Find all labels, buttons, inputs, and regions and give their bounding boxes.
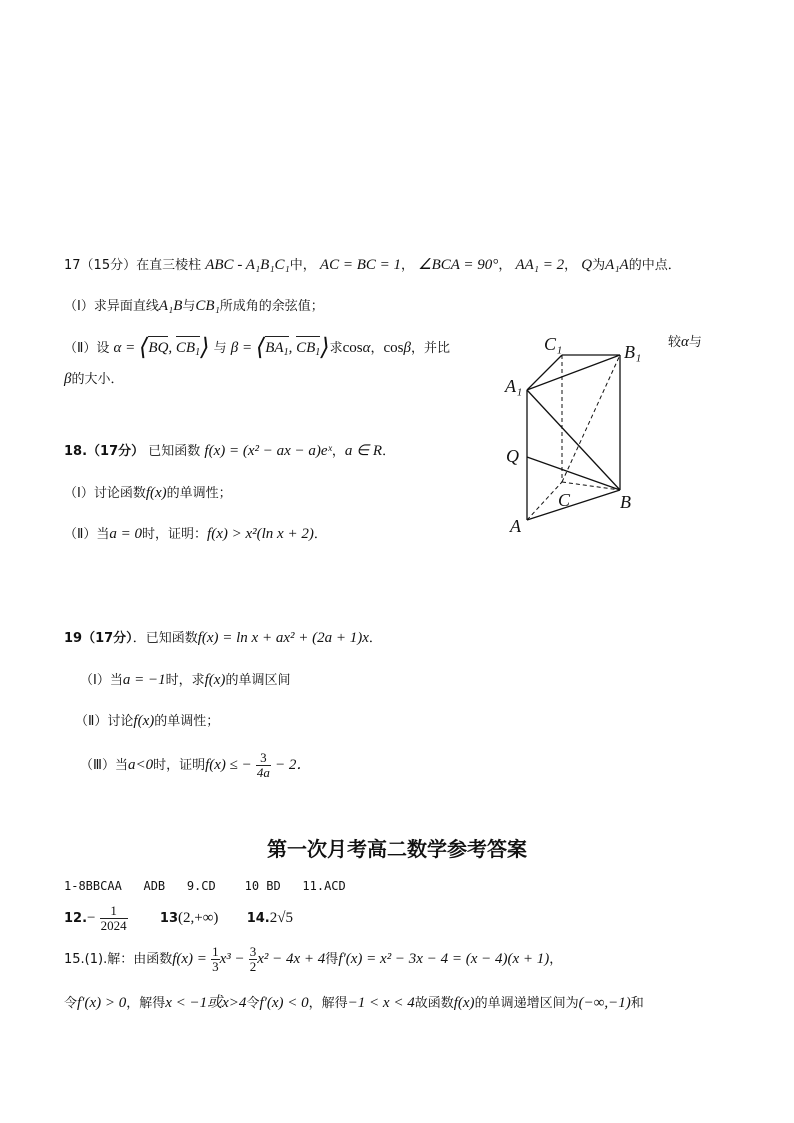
- label-b1: B₁: [624, 342, 642, 362]
- q19-p3-cond: a<0: [127, 757, 154, 773]
- a12-den: 2024: [100, 918, 127, 933]
- q17-part2-side: [668, 333, 702, 352]
- q17-mid: 中，: [289, 258, 316, 273]
- a15-l2-m: 和: [630, 996, 644, 1011]
- q18-sep: ，: [331, 444, 345, 459]
- a14-label: 14.: [246, 911, 270, 926]
- a12-label: 12.: [64, 911, 88, 926]
- a15-l2-k: 的单调递增区间为: [474, 996, 579, 1011]
- q18-line1: [64, 442, 395, 461]
- answers-12-14: [64, 903, 293, 934]
- label-a: A: [510, 516, 521, 536]
- a15-frac2: $\frac{3}{2}$: [249, 944, 257, 974]
- q19-score: （17分）: [82, 631, 133, 646]
- a15-l2-e: 令: [246, 996, 260, 1011]
- q19-p3-fraction: [256, 751, 271, 780]
- q18-p2: （Ⅱ）当: [64, 527, 110, 542]
- segment-a1b: [527, 390, 620, 490]
- q18-score: （17分）: [87, 444, 145, 459]
- a15-l2-i: 故函数: [414, 996, 454, 1011]
- answers-mc: 1-8BBCAA ADB 9.CD 10 BD 11.ACD: [64, 879, 346, 893]
- a13-value: (2,+∞): [178, 910, 219, 926]
- q17-p2-b: 与: [213, 341, 227, 356]
- a15-l2-c: ，解得: [126, 996, 166, 1011]
- q19-func: f(x) = ln x + ax² + (2a + 1)x: [197, 630, 369, 646]
- answers-15-line1: [64, 944, 562, 975]
- label-q: Q: [506, 446, 519, 466]
- q18-cond: a ∈ R: [344, 443, 383, 459]
- q17-p1-line2: CB₁: [195, 298, 220, 314]
- beta-expr: $\beta = ⟨BA_1$, $CB_1⟩$: [230, 333, 330, 361]
- q19-line1: [64, 629, 382, 648]
- alpha-sym: α: [681, 334, 689, 350]
- q18-p2-ineq: f(x) > x²(ln x + 2): [207, 526, 314, 542]
- a15-f: f(x) =: [172, 951, 207, 967]
- q19-p2-f: f(x): [133, 713, 155, 729]
- beta-sym: β: [64, 371, 72, 387]
- a15-end: ，: [549, 952, 563, 967]
- q19-p1-end: 的单调区间: [225, 673, 291, 688]
- q17-p1-c: 所成角的余弦值；: [219, 299, 324, 314]
- a15-head: 15.(1).解：由函数: [64, 952, 173, 967]
- q19-p3-den: 4a: [256, 765, 270, 780]
- q17-sep1: ，: [401, 258, 415, 273]
- q19-p3-num: 3: [256, 751, 271, 766]
- q19-p2-end: 的单调性；: [154, 714, 220, 729]
- label-a1: A₁: [505, 376, 523, 396]
- cos-alpha: cosα: [342, 340, 371, 356]
- q18-p2-m: 时，证明：: [142, 527, 208, 542]
- edge-a1c1: [527, 355, 562, 390]
- q18-p1-f: f(x): [145, 485, 167, 501]
- a15-f-tail2: x² − 4x + 4: [257, 951, 326, 967]
- answers-15-line2: [64, 994, 644, 1013]
- q19-p1-f: f(x): [204, 672, 226, 688]
- q17-part2-cont: [64, 370, 124, 389]
- q17-head: 17（15分）在直三棱柱: [64, 258, 202, 273]
- q17-q-point: Q: [581, 257, 593, 273]
- q19-end: ．: [368, 631, 382, 646]
- q17-sep2: ，: [498, 258, 512, 273]
- q17-p1-a: （Ⅰ）求异面直线: [64, 299, 159, 314]
- q18-end: ．: [382, 444, 396, 459]
- a15-l2-j: f(x): [453, 995, 475, 1011]
- q19-p1-m: 时，求: [165, 673, 205, 688]
- q18-p1: （Ⅰ）讨论函数: [64, 486, 146, 501]
- a15-l2-l: (−∞,−1): [578, 995, 631, 1011]
- q17-p2-side2: 与: [688, 335, 702, 350]
- q17-q-tail1: 为: [592, 258, 606, 273]
- q18-part1: [64, 484, 232, 503]
- q17-part2: [64, 333, 451, 362]
- a12-fraction: [100, 904, 128, 933]
- q19-p3: （Ⅲ）当: [80, 758, 128, 773]
- q19-p1-cond: a = −1: [122, 672, 166, 688]
- edge-ab: [527, 490, 620, 520]
- q17-p2-e: ，并比: [411, 341, 451, 356]
- q17-p2-side: 较: [668, 335, 682, 350]
- a15-derivative: f′(x) = x² − 3x − 4 = (x − 4)(x + 1): [338, 951, 550, 967]
- q19-p3-tail: − 2．: [275, 757, 312, 773]
- a12-sign: −: [87, 910, 96, 926]
- q17-q-seg: A₁A: [605, 257, 629, 273]
- alpha-expr: α = ⟨BQ, $CB_1⟩$: [113, 333, 210, 361]
- prism-figure: [500, 330, 650, 540]
- q17-cond2: ∠BCA = 90°: [418, 257, 499, 273]
- a14-value: 2√5: [269, 910, 293, 926]
- edge-cb: [562, 482, 620, 490]
- a15-l2-d: x < −1或x>4: [165, 995, 247, 1011]
- a15-l2-g: ，解得: [308, 996, 348, 1011]
- q17-sep3: ，: [564, 258, 578, 273]
- a12-num: 1: [100, 904, 128, 919]
- q19-head: ．已知函数: [132, 631, 198, 646]
- a15-get: 得: [325, 952, 339, 967]
- q17-q-tail2: 的中点．: [628, 258, 681, 273]
- q18-part2: [64, 525, 327, 544]
- q17-part1: [64, 297, 324, 316]
- q18-head: 已知函数: [148, 444, 201, 459]
- a13-label: 13: [159, 911, 179, 926]
- q18-p1-end: 的单调性；: [166, 486, 232, 501]
- label-c: C: [558, 490, 571, 510]
- q19-p2: （Ⅱ）讨论: [75, 714, 134, 729]
- q19-p1: （Ⅰ）当: [80, 673, 123, 688]
- segment-qb: [527, 457, 620, 490]
- q18-func: f(x) = (x² − ax − a)eˣ: [204, 443, 332, 459]
- q18-p2-cond: a = 0: [109, 526, 143, 542]
- cos-beta: cosβ: [383, 340, 411, 356]
- q19-num: 19: [64, 631, 83, 646]
- q17-prism: ABC - A₁B₁C₁: [205, 257, 290, 273]
- q17-p2-d: ，: [370, 341, 384, 356]
- answers-title: 第一次月考高二数学参考答案: [267, 837, 527, 861]
- a15-l2-h: −1 < x < 4: [347, 995, 415, 1011]
- q19-part1: [80, 671, 290, 690]
- label-b: B: [620, 492, 631, 512]
- q17-p2-a: （Ⅱ）设: [64, 341, 110, 356]
- q17-p2-f: 的大小．: [71, 372, 124, 387]
- q19-part3: [80, 750, 311, 781]
- q17-line1: [64, 256, 681, 275]
- q19-p3-lhs: f(x) ≤ −: [205, 757, 252, 773]
- q19-part2: [75, 712, 219, 731]
- q19-p3-m: 时，证明: [153, 758, 206, 773]
- a15-l2-a: 令: [64, 996, 78, 1011]
- q17-p1-line1: A₁B: [158, 298, 183, 314]
- a15-f-tail: x³ −: [219, 951, 245, 967]
- label-c1: C₁: [544, 334, 563, 354]
- q17-cond3: AA₁ = 2: [515, 257, 565, 273]
- q17-p2-c: 求: [329, 341, 343, 356]
- q18-num: 18.: [64, 444, 88, 459]
- a15-l2-b: f′(x) > 0: [77, 995, 127, 1011]
- q17-p1-b: 与: [182, 299, 196, 314]
- a15-l2-f: f′(x) < 0: [259, 995, 309, 1011]
- q18-p2-end: ．: [313, 527, 327, 542]
- a15-frac1: $\frac{1}{3}$: [212, 944, 219, 974]
- q17-cond1: AC = BC = 1: [319, 257, 402, 273]
